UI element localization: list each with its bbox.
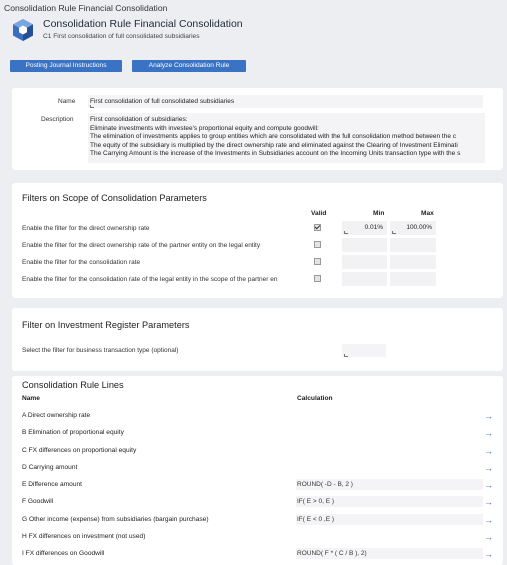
analyze-consolidation-rule-button[interactable]: Analyze Consolidation Rule (132, 60, 246, 72)
filter-min-partner-consolidation-rate[interactable] (342, 272, 387, 286)
arrow-right-icon[interactable]: → (484, 411, 493, 421)
min-column-header: Min (373, 210, 385, 217)
valid-column-header: Valid (311, 210, 327, 217)
filter-max-consolidation-rate[interactable] (390, 255, 436, 269)
filters-card (12, 183, 503, 298)
arrow-right-icon[interactable]: → (484, 428, 493, 438)
business-transaction-type-field[interactable] (342, 344, 386, 357)
arrow-right-icon[interactable]: → (484, 532, 493, 542)
field-resize-marker (344, 354, 348, 357)
description-field[interactable] (88, 113, 485, 163)
rule-line-calculation[interactable]: ROUND( F * ( C / B ), 2) (296, 548, 483, 559)
rule-line-name: E Difference amount (22, 481, 82, 488)
filter-label-partner-consolidation-rate: Enable the filter for the consolidation rate of the legal entity in the scope of the partner en (22, 276, 278, 283)
arrow-right-icon[interactable]: → (484, 515, 493, 525)
field-resize-marker (392, 231, 396, 234)
rule-line-name: D Carrying amount (22, 464, 78, 471)
filter-min-direct-ownership[interactable]: 0.01% (342, 221, 387, 235)
arrow-right-icon[interactable]: → (484, 463, 493, 473)
filter-min-consolidation-rate[interactable] (342, 255, 387, 269)
description-line: The elimination of investments applies to group entities which are consolidated with the full consolidation method between the c (90, 133, 457, 140)
business-transaction-type-label: Select the filter for business transaction type (optional) (22, 347, 179, 354)
arrow-right-icon[interactable]: → (484, 480, 493, 490)
rule-line-name: C FX differences on proportional equity (22, 447, 137, 454)
name-label: Name (58, 98, 76, 105)
investment-filter-card (12, 308, 503, 371)
rule-lines-title: Consolidation Rule Lines (22, 380, 124, 390)
filter-min-partner-ownership[interactable] (342, 238, 387, 252)
description-line: First consolidation of subsidiaries: (90, 116, 188, 123)
filter-max-partner-ownership[interactable] (390, 238, 436, 252)
filter-checkbox-partner-consolidation-rate[interactable] (314, 275, 321, 282)
rule-line-calculation[interactable]: ROUND( -D - B, 2 ) (296, 479, 483, 490)
page-title: Consolidation Rule Financial Consolidation (43, 18, 243, 30)
name-column-header: Name (22, 395, 40, 402)
rule-lines-card (12, 376, 503, 565)
window-title: Consolidation Rule Financial Consolidation (4, 3, 168, 13)
description-label: Description (41, 116, 74, 123)
filter-checkbox-direct-ownership[interactable] (314, 224, 321, 231)
field-resize-marker (90, 105, 94, 108)
rule-line-name: A Direct ownership rate (22, 412, 91, 419)
arrow-right-icon[interactable]: → (484, 549, 493, 559)
arrow-right-icon[interactable]: → (484, 446, 493, 456)
hexagon-cube-icon (12, 18, 34, 42)
rule-line-name: G Other income (expense) from subsidiaries (bargain purchase) (22, 516, 209, 523)
max-column-header: Max (421, 210, 434, 217)
rule-line-name: H FX differences on investment (not used) (22, 533, 146, 540)
rule-line-calculation[interactable]: IF( E > 0, E ) (296, 496, 483, 507)
investment-filter-title: Filter on Investment Register Parameters (22, 320, 190, 330)
filter-label-partner-ownership: Enable the filter for the direct ownership rate of the partner entity on the legal entity (22, 242, 261, 249)
filter-max-direct-ownership[interactable]: 100.00% (390, 221, 436, 235)
filter-label-consolidation-rate: Enable the filter for the consolidation rate (22, 259, 141, 266)
arrow-right-icon[interactable]: → (484, 497, 493, 507)
rule-line-calculation[interactable]: IF( E < 0 ,E ) (296, 514, 483, 525)
filter-checkbox-partner-ownership[interactable] (314, 241, 321, 248)
rule-line-name: I FX differences on Goodwill (22, 550, 105, 557)
filter-label-direct-ownership: Enable the filter for the direct ownership rate (22, 225, 150, 232)
details-card (12, 88, 503, 170)
filter-checkbox-consolidation-rate[interactable] (314, 258, 321, 265)
page-subtitle: C1 First consolidation of full consolidated subsidiaries (43, 33, 200, 40)
name-field[interactable]: First consolidation of full consolidated subsidiaries (88, 95, 483, 108)
calculation-column-header: Calculation (297, 395, 333, 402)
description-line: The equity of the subsidiary is multiplied by the direct ownership rate and eliminated against the Clearing of Investment Eliminati (90, 141, 458, 149)
filter-max-partner-consolidation-rate[interactable] (390, 272, 436, 286)
rule-line-name: F Goodwill (22, 498, 54, 505)
filters-title: Filters on Scope of Consolidation Parameters (22, 193, 207, 203)
description-line: Eliminate investments with investee's proportional equity and compute goodwill: (90, 124, 319, 132)
description-line: The Carrying Amount is the increase of the Investments in Subsidiaries account on the Incoming Units transaction type with the s (90, 150, 461, 157)
field-resize-marker (344, 231, 348, 234)
rule-line-name: B Elimination of proportional equity (22, 429, 124, 436)
posting-journal-instructions-button[interactable]: Posting Journal Instructions (10, 60, 122, 72)
